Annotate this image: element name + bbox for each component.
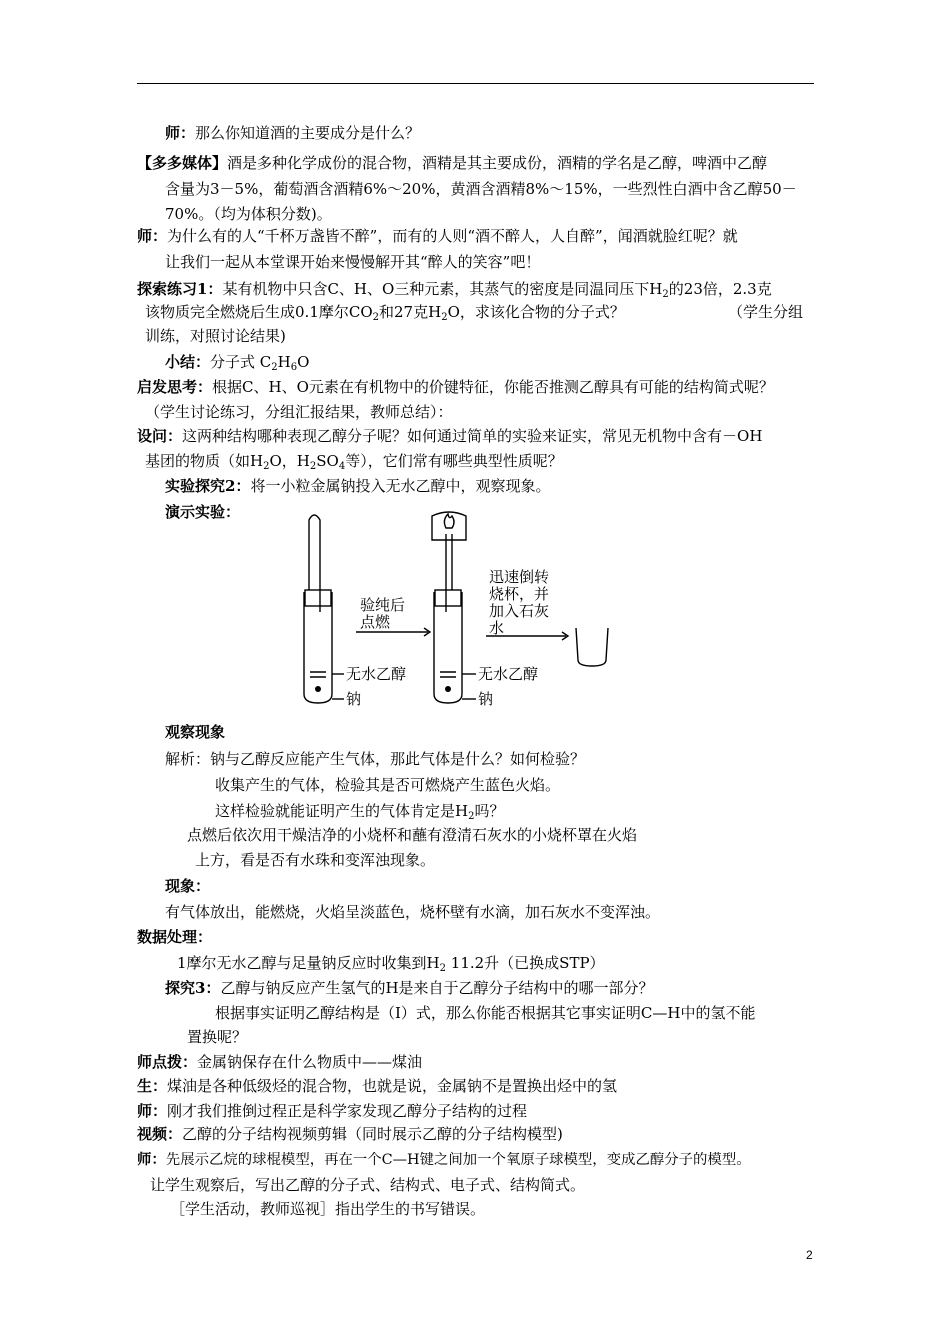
line-16: 演示实验： bbox=[165, 503, 241, 521]
line-18: 解析：钠与乙醇反应能产生气体，那此气体是什么？如何检验？ bbox=[165, 750, 586, 768]
header-rule bbox=[137, 83, 814, 84]
line-32: 师：刚才我们推倒过程正是科学家发现乙醇分子结构的过程 bbox=[137, 1102, 528, 1120]
right-stopper bbox=[435, 590, 461, 606]
line-30: 师点拨：金属钠保存在什么物质中——煤油 bbox=[137, 1053, 423, 1071]
left-liquid bbox=[310, 672, 326, 677]
line-34: 师：先展示乙烷的球棍模型，再在一个C—H键之间加一个氧原子球模型，变成乙醇分子的模型。 bbox=[137, 1151, 751, 1168]
line-13: 设问：这两种结构哪种表现乙醇分子呢？如何通过简单的实验来证实，常见无机物中含有－OH bbox=[137, 427, 763, 445]
line-25: 数据处理： bbox=[137, 928, 213, 946]
line-15: 实验探究2：将一小粒金属钠投入无水乙醇中，观察现象。 bbox=[165, 477, 551, 495]
line-8-note: （学生分组 bbox=[728, 303, 804, 321]
sodium-piece-2 bbox=[445, 686, 451, 692]
line-27: 探究3：乙醇与钠反应产生氢气的H是来自于乙醇分子结构中的哪一部分？ bbox=[165, 979, 654, 997]
line-23: 现象： bbox=[165, 877, 211, 895]
speaker-label: 师： bbox=[165, 124, 196, 142]
left-glass-tube bbox=[309, 515, 320, 612]
line-6: 让我们一起从本堂课开始来慢慢解开其“醉人的笑容”吧！ bbox=[165, 253, 541, 271]
right-liquid bbox=[440, 672, 456, 677]
arrow-2-label-2: 烧杯，并 bbox=[489, 585, 550, 603]
line-29: 置换呢？ bbox=[187, 1028, 248, 1046]
line-22: 上方，看是否有水珠和变浑浊现象。 bbox=[195, 851, 436, 869]
line-26: 1摩尔无水乙醇与足量钠反应时收集到$H_2$ 11.2升（已换成STP） bbox=[177, 954, 605, 974]
sodium-label-1: 钠 bbox=[346, 690, 362, 708]
line-5: 师：为什么有的人“千杯万盏皆不醉”，而有的人则“酒不醉人，人自醉”，闻酒就脸红呢？就 bbox=[137, 227, 738, 245]
line-31: 生：煤油是各种低级烃的混合物，也就是说，金属钠不是置换出烃中的氢 bbox=[137, 1077, 618, 1095]
line-28: 根据事实证明乙醇结构是（Ⅰ）式，那么你能否根据其它事实证明C—H中的氢不能 bbox=[215, 1004, 756, 1022]
line-36: ［学生活动，教师巡视］指出学生的书写错误。 bbox=[170, 1200, 486, 1218]
line-9: 训练，对照讨论结果) bbox=[145, 327, 286, 345]
line-19: 收集产生的气体，检验其是否可燃烧产生蓝色火焰。 bbox=[215, 776, 561, 794]
line-12: （学生讨论练习，分组汇报结果，教师总结）： bbox=[145, 403, 453, 421]
ethanol-label-2: 无水乙醇 bbox=[478, 665, 539, 683]
sodium-piece-1 bbox=[315, 686, 321, 692]
page-number: 2 bbox=[806, 1248, 813, 1262]
line-3: 含量为3－5%，葡萄酒含酒精6%～20%，黄酒含酒精8%～15%，一些烈性白酒中含乙醇50－ bbox=[165, 180, 797, 198]
line-2: 【多多媒体】酒是多种化学成份的混合物，酒精是其主要成份，酒精的学名是乙醇，啤酒中乙醇 bbox=[137, 154, 768, 172]
sodium-label-2: 钠 bbox=[478, 690, 494, 708]
line-10: 小结：分子式 $C_2H_6O$ bbox=[165, 353, 310, 373]
line-21: 点燃后依次用干燥洁净的小烧杯和蘸有澄清石灰水的小烧杯罩在火焰 bbox=[187, 826, 638, 844]
section-label: 【多多媒体】 bbox=[137, 154, 228, 172]
left-stopper bbox=[305, 590, 331, 606]
line-24: 有气体放出，能燃烧，火焰呈淡蓝色，烧杯壁有水滴，加石灰水不变浑浊。 bbox=[165, 903, 661, 921]
experiment-diagram bbox=[296, 506, 626, 712]
line-1: 师：那么你知道酒的主要成分是什么？ bbox=[165, 124, 421, 142]
arrow-1-label-1: 验纯后 bbox=[360, 596, 406, 614]
line-35: 让学生观察后，写出乙醇的分子式、结构式、电子式、结构简式。 bbox=[150, 1176, 586, 1194]
arrow-2-label-4: 水 bbox=[489, 619, 505, 637]
ethanol-label-1: 无水乙醇 bbox=[346, 665, 407, 683]
flame bbox=[444, 514, 454, 528]
line-33: 视频：乙醇的分子结构视频剪辑（同时展示乙醇的分子结构模型) bbox=[137, 1125, 563, 1143]
line-4: 70%。（均为体积分数)。 bbox=[165, 205, 332, 223]
arrow-2-label-3: 加入石灰 bbox=[489, 602, 550, 620]
line-7: 探索练习1：某有机物中只含C、H、O三种元素，其蒸气的密度是同温同压下$H_2$的23倍，2.3克 bbox=[137, 280, 772, 300]
line-14: 基团的物质（如$H_2O$，$H_2SO_4$等），它们常有哪些典型性质呢？ bbox=[145, 452, 563, 472]
right-glass-tube bbox=[446, 534, 452, 612]
arrow-1-label-2: 点燃 bbox=[360, 613, 391, 631]
line-17: 观察现象 bbox=[165, 723, 226, 741]
line-20: 这样检验就能证明产生的气体肯定是$H_2$吗？ bbox=[215, 802, 505, 822]
beaker bbox=[576, 628, 608, 666]
arrow-2-label-1: 迅速倒转 bbox=[489, 568, 550, 586]
line-8: 该物质完全燃烧后生成0.1摩尔$CO_2$和27克$H_2O$，求该化合物的分子式？ bbox=[145, 303, 625, 323]
line-11: 启发思考：根据C、H、O元素在有机物中的价键特征，你能否推测乙醇具有可能的结构简式呢？ bbox=[137, 378, 774, 396]
